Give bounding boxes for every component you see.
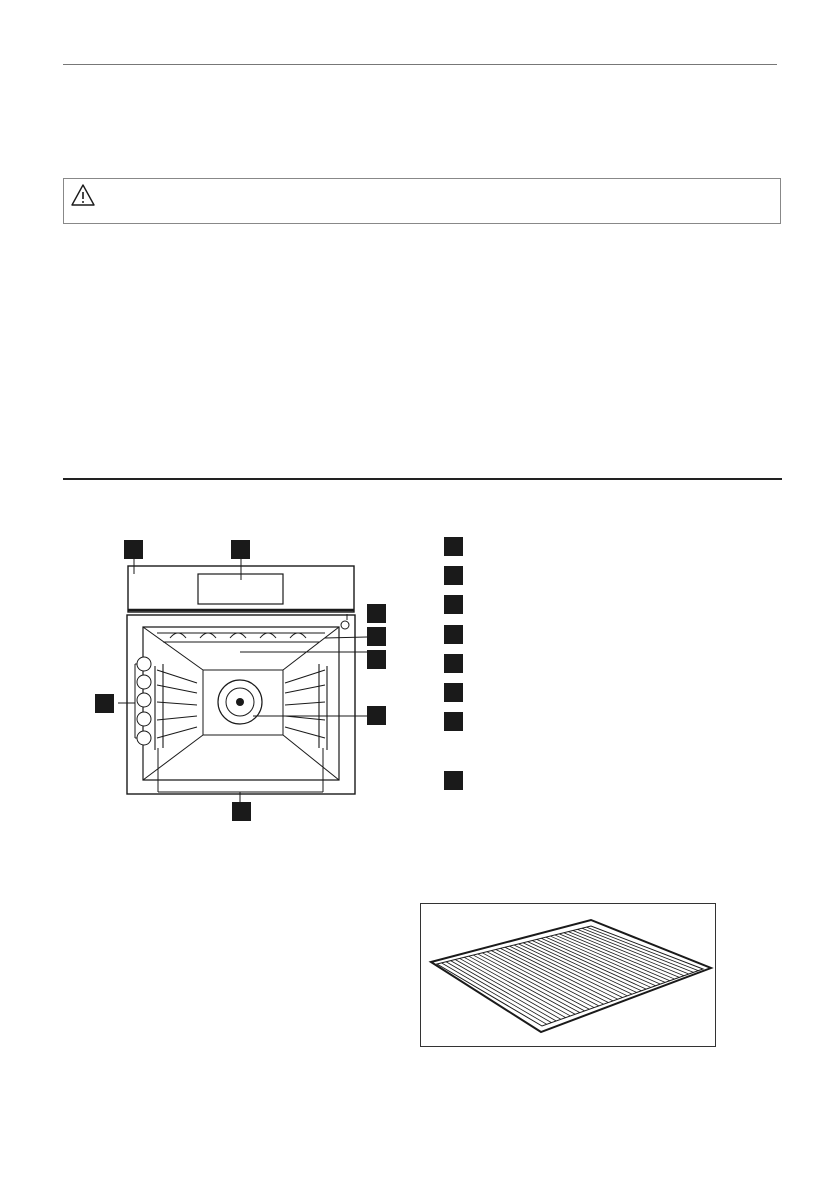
- oven-front-illustration: [85, 530, 405, 830]
- wire-shelf-illustration: [421, 904, 715, 1046]
- callout-4: [367, 627, 386, 646]
- shelf-positions: [137, 657, 151, 745]
- shelf-rod: [442, 963, 547, 1024]
- warning-box: [63, 178, 781, 224]
- callout-2: [231, 540, 250, 559]
- callout-3: [367, 604, 386, 623]
- callout-5: [367, 650, 386, 669]
- lamp: [341, 621, 349, 629]
- shelf-rod: [451, 961, 557, 1021]
- legend-item-8: [444, 771, 463, 790]
- legend-item-4: [444, 625, 463, 644]
- callout-6: [367, 706, 386, 725]
- legend: [444, 537, 744, 797]
- callout-1: [124, 540, 143, 559]
- legend-item-5: [444, 654, 463, 673]
- legend-item-3: [444, 595, 463, 614]
- header-rule: [63, 64, 777, 65]
- warning-triangle-icon: [70, 183, 96, 207]
- legend-item-1: [444, 537, 463, 556]
- legend-item-2: [444, 566, 463, 585]
- callout-8: [95, 694, 114, 713]
- legend-item-6: [444, 683, 463, 702]
- wire-shelf-figure: [420, 903, 716, 1047]
- shelf-rod: [446, 962, 551, 1023]
- legend-item-7: [444, 712, 463, 731]
- section-rule: [63, 478, 782, 480]
- callout-7: [232, 802, 251, 821]
